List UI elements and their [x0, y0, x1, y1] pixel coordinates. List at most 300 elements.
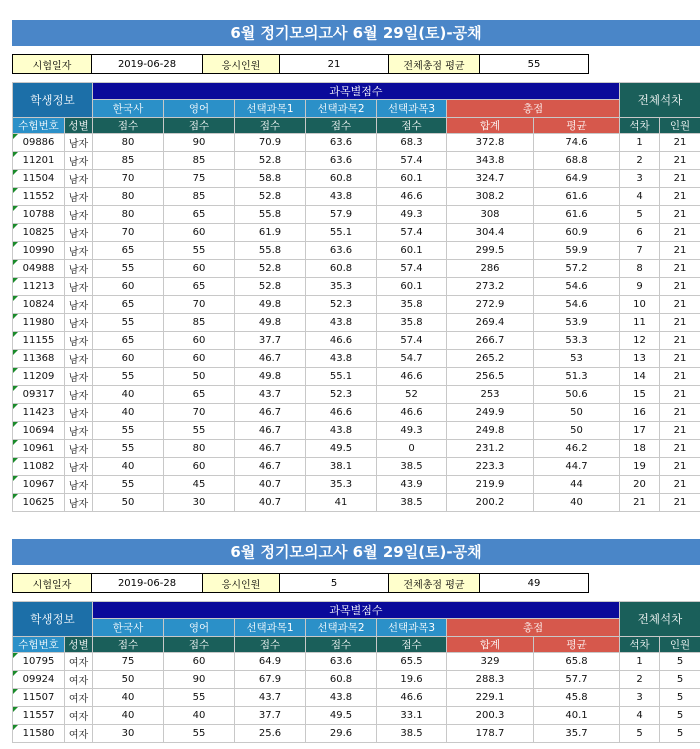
table-cell[interactable]: 63.6 — [306, 242, 377, 260]
table-cell[interactable]: 85 — [164, 152, 235, 170]
table-cell[interactable]: 40 — [93, 689, 164, 707]
table-cell[interactable]: 70 — [93, 224, 164, 242]
table-cell[interactable]: 329 — [447, 653, 534, 671]
table-cell[interactable]: 68.8 — [534, 152, 620, 170]
table-cell[interactable]: 60.1 — [377, 278, 447, 296]
table-cell[interactable]: 43.8 — [306, 350, 377, 368]
table-cell[interactable]: 60.1 — [377, 170, 447, 188]
table-cell[interactable]: 64.9 — [235, 653, 306, 671]
table-cell[interactable]: 57.2 — [534, 260, 620, 278]
table-cell[interactable]: 49.8 — [235, 368, 306, 386]
table-cell[interactable]: 52.3 — [306, 386, 377, 404]
table-cell[interactable]: 46.2 — [534, 440, 620, 458]
table-cell[interactable]: 60 — [164, 350, 235, 368]
table-cell[interactable]: 11209 — [13, 368, 65, 386]
table-cell[interactable]: 80 — [93, 188, 164, 206]
table-cell[interactable]: 30 — [164, 494, 235, 512]
table-cell[interactable]: 2 — [620, 671, 660, 689]
score-header: 점수 — [306, 118, 377, 134]
table-cell[interactable]: 55 — [164, 422, 235, 440]
table-cell[interactable]: 4 — [620, 707, 660, 725]
table-cell[interactable]: 10967 — [13, 476, 65, 494]
table-cell[interactable]: 7 — [620, 242, 660, 260]
table-cell[interactable]: 219.9 — [447, 476, 534, 494]
table-cell[interactable]: 52 — [377, 386, 447, 404]
table-cell[interactable]: 49.3 — [377, 422, 447, 440]
table-cell[interactable]: 남자 — [65, 332, 93, 350]
table-cell[interactable]: 5 — [660, 707, 700, 725]
table-cell[interactable]: 90 — [164, 671, 235, 689]
table-cell[interactable]: 50 — [534, 404, 620, 422]
table-cell[interactable]: 178.7 — [447, 725, 534, 743]
table-cell[interactable]: 74.6 — [534, 134, 620, 152]
table-cell[interactable]: 50.6 — [534, 386, 620, 404]
table-cell[interactable]: 11082 — [13, 458, 65, 476]
table-cell[interactable]: 52.8 — [235, 188, 306, 206]
table-cell[interactable]: 55.8 — [235, 242, 306, 260]
table-cell[interactable]: 343.8 — [447, 152, 534, 170]
table-cell[interactable]: 11423 — [13, 404, 65, 422]
table-cell[interactable]: 80 — [164, 440, 235, 458]
table-cell[interactable]: 1 — [620, 653, 660, 671]
table-cell[interactable]: 35.3 — [306, 278, 377, 296]
table-cell[interactable]: 249.8 — [447, 422, 534, 440]
table-cell[interactable]: 40.7 — [235, 476, 306, 494]
table-cell[interactable]: 50 — [93, 494, 164, 512]
table-cell[interactable]: 5 — [620, 725, 660, 743]
table-cell[interactable]: 50 — [534, 422, 620, 440]
table-cell[interactable]: 5 — [660, 653, 700, 671]
table-cell[interactable]: 37.7 — [235, 707, 306, 725]
table-cell[interactable]: 10795 — [13, 653, 65, 671]
table-cell[interactable]: 10694 — [13, 422, 65, 440]
table-cell[interactable]: 46.6 — [306, 404, 377, 422]
table-cell[interactable]: 46.6 — [377, 404, 447, 422]
table-cell[interactable]: 60 — [164, 260, 235, 278]
table-cell[interactable]: 11580 — [13, 725, 65, 743]
table-cell[interactable]: 43.9 — [377, 476, 447, 494]
table-cell[interactable]: 249.9 — [447, 404, 534, 422]
table-cell[interactable]: 46.6 — [377, 368, 447, 386]
table-cell[interactable]: 21 — [660, 386, 700, 404]
subject-header: 선택과목3 — [377, 619, 447, 637]
table-cell[interactable]: 21 — [660, 134, 700, 152]
table-cell[interactable]: 15 — [620, 386, 660, 404]
table-cell[interactable]: 60 — [93, 278, 164, 296]
table-cell[interactable]: 55 — [93, 440, 164, 458]
table-cell[interactable]: 3 — [620, 689, 660, 707]
table-cell[interactable]: 9 — [620, 278, 660, 296]
table-cell[interactable]: 85 — [164, 188, 235, 206]
table-cell[interactable]: 40 — [534, 494, 620, 512]
table-cell[interactable]: 60 — [164, 653, 235, 671]
table-cell[interactable]: 60.1 — [377, 242, 447, 260]
table-cell[interactable]: 4 — [620, 188, 660, 206]
table-cell[interactable]: 65 — [93, 296, 164, 314]
table-cell[interactable]: 남자 — [65, 242, 93, 260]
table-cell[interactable]: 64.9 — [534, 170, 620, 188]
table-cell[interactable]: 60.8 — [306, 671, 377, 689]
table-cell[interactable]: 5 — [660, 689, 700, 707]
table-cell[interactable]: 12 — [620, 332, 660, 350]
table-cell[interactable]: 19.6 — [377, 671, 447, 689]
table-cell[interactable]: 남자 — [65, 314, 93, 332]
table-cell[interactable]: 여자 — [65, 671, 93, 689]
table-cell[interactable]: 10990 — [13, 242, 65, 260]
table-cell[interactable]: 49.5 — [306, 707, 377, 725]
table-cell[interactable]: 21 — [660, 476, 700, 494]
table-cell[interactable]: 6 — [620, 224, 660, 242]
table-cell[interactable]: 남자 — [65, 134, 93, 152]
table-cell[interactable]: 10825 — [13, 224, 65, 242]
table-cell[interactable]: 여자 — [65, 707, 93, 725]
table-cell[interactable]: 45.8 — [534, 689, 620, 707]
table-cell[interactable]: 60.8 — [306, 260, 377, 278]
table-cell[interactable]: 229.1 — [447, 689, 534, 707]
table-cell[interactable]: 21 — [660, 224, 700, 242]
table-cell[interactable]: 남자 — [65, 422, 93, 440]
table-cell[interactable]: 50 — [164, 368, 235, 386]
table-cell[interactable]: 35.7 — [534, 725, 620, 743]
table-cell[interactable]: 57.7 — [534, 671, 620, 689]
table-cell[interactable]: 46.6 — [377, 689, 447, 707]
table-cell[interactable]: 남자 — [65, 440, 93, 458]
table-cell[interactable]: 57.4 — [377, 260, 447, 278]
table-cell[interactable]: 308 — [447, 206, 534, 224]
table-cell[interactable]: 60 — [93, 350, 164, 368]
table-cell[interactable]: 60.8 — [306, 170, 377, 188]
table-cell[interactable]: 25.6 — [235, 725, 306, 743]
table-cell[interactable]: 16 — [620, 404, 660, 422]
table-cell[interactable]: 60 — [164, 224, 235, 242]
table-cell[interactable]: 여자 — [65, 689, 93, 707]
table-cell[interactable]: 65 — [164, 206, 235, 224]
exam-date-label: 시험일자 — [13, 574, 92, 593]
table-cell[interactable]: 43.8 — [306, 689, 377, 707]
table-cell[interactable]: 여자 — [65, 725, 93, 743]
table-cell[interactable]: 63.6 — [306, 134, 377, 152]
table-cell[interactable]: 65 — [93, 242, 164, 260]
table-cell[interactable]: 21 — [660, 170, 700, 188]
table-cell[interactable]: 61.6 — [534, 206, 620, 224]
score-table — [12, 601, 700, 743]
table-cell[interactable]: 70 — [164, 296, 235, 314]
table-cell[interactable]: 63.6 — [306, 653, 377, 671]
table-cell[interactable]: 남자 — [65, 404, 93, 422]
table-cell[interactable]: 남자 — [65, 152, 93, 170]
table-cell[interactable]: 266.7 — [447, 332, 534, 350]
table-cell[interactable]: 40 — [93, 458, 164, 476]
table-cell[interactable]: 223.3 — [447, 458, 534, 476]
table-cell[interactable]: 11368 — [13, 350, 65, 368]
table-cell[interactable]: 65.5 — [377, 653, 447, 671]
table-cell[interactable]: 53.9 — [534, 314, 620, 332]
table-cell[interactable]: 남자 — [65, 296, 93, 314]
table-cell[interactable]: 1 — [620, 134, 660, 152]
table-cell[interactable]: 85 — [93, 152, 164, 170]
table-cell[interactable]: 21 — [660, 350, 700, 368]
table-cell[interactable]: 38.5 — [377, 725, 447, 743]
table-cell[interactable]: 49.3 — [377, 206, 447, 224]
table-cell[interactable]: 5 — [660, 671, 700, 689]
table-cell[interactable]: 43.8 — [306, 188, 377, 206]
table-cell[interactable]: 286 — [447, 260, 534, 278]
table-cell[interactable]: 55 — [93, 314, 164, 332]
table-cell[interactable]: 44 — [534, 476, 620, 494]
table-cell[interactable]: 61.9 — [235, 224, 306, 242]
table-cell[interactable]: 21 — [660, 404, 700, 422]
table-cell[interactable]: 55.1 — [306, 368, 377, 386]
table-cell[interactable]: 여자 — [65, 653, 93, 671]
table-cell[interactable]: 21 — [660, 206, 700, 224]
table-cell[interactable]: 21 — [660, 296, 700, 314]
table-cell[interactable]: 52.8 — [235, 260, 306, 278]
table-cell[interactable]: 43.8 — [306, 422, 377, 440]
table-cell[interactable]: 09317 — [13, 386, 65, 404]
table-cell[interactable]: 21 — [620, 494, 660, 512]
table-cell[interactable]: 200.2 — [447, 494, 534, 512]
table-cell[interactable]: 53.3 — [534, 332, 620, 350]
table-cell[interactable]: 49.8 — [235, 296, 306, 314]
table-cell[interactable]: 11155 — [13, 332, 65, 350]
table-cell[interactable]: 3 — [620, 170, 660, 188]
table-cell[interactable]: 46.6 — [306, 332, 377, 350]
table-cell[interactable]: 남자 — [65, 350, 93, 368]
table-cell[interactable]: 52.3 — [306, 296, 377, 314]
table-cell[interactable]: 30 — [93, 725, 164, 743]
table-cell[interactable]: 49.5 — [306, 440, 377, 458]
table-cell[interactable]: 265.2 — [447, 350, 534, 368]
table-cell[interactable]: 38.1 — [306, 458, 377, 476]
table-cell[interactable]: 40 — [164, 707, 235, 725]
table-cell[interactable]: 21 — [660, 188, 700, 206]
table-cell[interactable]: 21 — [660, 332, 700, 350]
table-cell[interactable]: 372.8 — [447, 134, 534, 152]
table-cell[interactable]: 21 — [660, 152, 700, 170]
table-cell[interactable]: 남자 — [65, 170, 93, 188]
table-cell[interactable]: 남자 — [65, 368, 93, 386]
table-cell[interactable]: 40.1 — [534, 707, 620, 725]
table-cell[interactable]: 51.3 — [534, 368, 620, 386]
table-cell[interactable]: 43.8 — [306, 314, 377, 332]
table-cell[interactable]: 53 — [534, 350, 620, 368]
table-cell[interactable]: 54.7 — [377, 350, 447, 368]
table-cell[interactable]: 남자 — [65, 260, 93, 278]
table-cell[interactable]: 57.4 — [377, 332, 447, 350]
table-cell[interactable]: 18 — [620, 440, 660, 458]
table-cell[interactable]: 269.4 — [447, 314, 534, 332]
table-cell[interactable]: 남자 — [65, 206, 93, 224]
table-cell[interactable]: 70 — [164, 404, 235, 422]
avg-header: 평균 — [534, 637, 620, 653]
table-cell[interactable]: 21 — [660, 440, 700, 458]
table-cell[interactable]: 256.5 — [447, 368, 534, 386]
score-header: 점수 — [377, 118, 447, 134]
table-cell[interactable]: 11504 — [13, 170, 65, 188]
table-cell[interactable]: 21 — [660, 242, 700, 260]
subject-header: 선택과목1 — [235, 100, 306, 118]
table-cell[interactable]: 52.8 — [235, 278, 306, 296]
table-cell[interactable]: 68.3 — [377, 134, 447, 152]
table-cell[interactable]: 231.2 — [447, 440, 534, 458]
table-cell[interactable]: 04988 — [13, 260, 65, 278]
table-cell[interactable]: 90 — [164, 134, 235, 152]
table-row — [13, 476, 700, 494]
table-cell[interactable]: 324.7 — [447, 170, 534, 188]
table-cell[interactable]: 80 — [93, 206, 164, 224]
table-cell[interactable]: 10625 — [13, 494, 65, 512]
table-cell[interactable]: 57.4 — [377, 224, 447, 242]
table-cell[interactable]: 67.9 — [235, 671, 306, 689]
table-cell[interactable]: 09886 — [13, 134, 65, 152]
table-cell[interactable]: 60.9 — [534, 224, 620, 242]
table-cell[interactable]: 19 — [620, 458, 660, 476]
table-cell[interactable]: 55 — [93, 260, 164, 278]
table-cell[interactable]: 21 — [660, 278, 700, 296]
table-cell[interactable]: 46.7 — [235, 350, 306, 368]
table-cell[interactable]: 10824 — [13, 296, 65, 314]
table-cell[interactable]: 65 — [93, 332, 164, 350]
table-cell[interactable]: 63.6 — [306, 152, 377, 170]
table-cell[interactable]: 11213 — [13, 278, 65, 296]
table-cell[interactable]: 55 — [164, 242, 235, 260]
table-cell[interactable]: 85 — [164, 314, 235, 332]
table-cell[interactable]: 65 — [164, 386, 235, 404]
table-cell[interactable]: 308.2 — [447, 188, 534, 206]
table-cell[interactable]: 59.9 — [534, 242, 620, 260]
table-cell[interactable]: 남자 — [65, 188, 93, 206]
table-cell[interactable]: 65 — [164, 278, 235, 296]
table-cell[interactable]: 남자 — [65, 494, 93, 512]
rank-header: 석차 — [620, 118, 660, 134]
table-row — [13, 188, 700, 206]
table-cell[interactable]: 61.6 — [534, 188, 620, 206]
table-cell[interactable]: 21 — [660, 314, 700, 332]
table-cell[interactable]: 253 — [447, 386, 534, 404]
table-cell[interactable]: 70.9 — [235, 134, 306, 152]
table-cell[interactable]: 44.7 — [534, 458, 620, 476]
table-cell[interactable]: 35.8 — [377, 314, 447, 332]
table-cell[interactable]: 11980 — [13, 314, 65, 332]
table-cell[interactable]: 55 — [93, 368, 164, 386]
subject-scores-header: 과목별점수 — [93, 602, 620, 619]
table-cell[interactable]: 11557 — [13, 707, 65, 725]
table-cell[interactable]: 46.7 — [235, 422, 306, 440]
table-cell[interactable]: 21 — [660, 260, 700, 278]
table-cell[interactable]: 남자 — [65, 278, 93, 296]
table-cell[interactable]: 10 — [620, 296, 660, 314]
table-cell[interactable]: 55.1 — [306, 224, 377, 242]
table-cell[interactable]: 54.6 — [534, 278, 620, 296]
table-cell[interactable]: 29.6 — [306, 725, 377, 743]
table-cell[interactable]: 60 — [164, 458, 235, 476]
table-cell[interactable]: 35.3 — [306, 476, 377, 494]
table-cell[interactable]: 33.1 — [377, 707, 447, 725]
table-cell[interactable]: 09924 — [13, 671, 65, 689]
table-cell[interactable]: 20 — [620, 476, 660, 494]
table-cell[interactable]: 50 — [93, 671, 164, 689]
table-cell[interactable]: 80 — [93, 134, 164, 152]
subject-header: 한국사 — [93, 619, 164, 637]
table-cell[interactable]: 남자 — [65, 386, 93, 404]
table-cell[interactable]: 남자 — [65, 458, 93, 476]
table-cell[interactable]: 14 — [620, 368, 660, 386]
table-cell[interactable]: 40 — [93, 386, 164, 404]
table-cell[interactable]: 272.9 — [447, 296, 534, 314]
table-cell[interactable]: 11201 — [13, 152, 65, 170]
table-cell[interactable]: 5 — [620, 206, 660, 224]
table-cell[interactable]: 21 — [660, 458, 700, 476]
table-cell[interactable]: 40 — [93, 404, 164, 422]
table-cell[interactable]: 21 — [660, 368, 700, 386]
table-cell[interactable]: 54.6 — [534, 296, 620, 314]
table-cell[interactable]: 10788 — [13, 206, 65, 224]
table-cell[interactable]: 60 — [164, 332, 235, 350]
table-cell[interactable]: 38.5 — [377, 494, 447, 512]
table-cell[interactable]: 57.4 — [377, 152, 447, 170]
table-cell[interactable]: 41 — [306, 494, 377, 512]
table-row — [13, 386, 700, 404]
table-cell[interactable]: 11 — [620, 314, 660, 332]
table-cell[interactable]: 2 — [620, 152, 660, 170]
table-cell[interactable]: 0 — [377, 440, 447, 458]
table-cell[interactable]: 8 — [620, 260, 660, 278]
overall-avg-label: 전체총점 평균 — [389, 55, 480, 74]
table-cell[interactable]: 43.7 — [235, 689, 306, 707]
table-cell[interactable]: 40.7 — [235, 494, 306, 512]
table-cell[interactable]: 49.8 — [235, 314, 306, 332]
table-cell[interactable]: 10961 — [13, 440, 65, 458]
table-cell[interactable]: 200.3 — [447, 707, 534, 725]
table-cell[interactable]: 58.8 — [235, 170, 306, 188]
table-cell[interactable]: 11507 — [13, 689, 65, 707]
table-cell[interactable]: 21 — [660, 494, 700, 512]
table-cell[interactable]: 46.6 — [377, 188, 447, 206]
table-cell[interactable]: 21 — [660, 422, 700, 440]
table-cell[interactable]: 37.7 — [235, 332, 306, 350]
table-cell[interactable]: 45 — [164, 476, 235, 494]
table-cell[interactable]: 52.8 — [235, 152, 306, 170]
table-cell[interactable]: 65.8 — [534, 653, 620, 671]
table-cell[interactable]: 17 — [620, 422, 660, 440]
table-cell[interactable]: 38.5 — [377, 458, 447, 476]
table-cell[interactable]: 55 — [164, 725, 235, 743]
table-cell[interactable]: 46.7 — [235, 440, 306, 458]
table-cell[interactable]: 46.7 — [235, 404, 306, 422]
table-cell[interactable]: 43.7 — [235, 386, 306, 404]
table-cell[interactable]: 75 — [164, 170, 235, 188]
table-cell[interactable]: 55 — [93, 476, 164, 494]
table-cell[interactable]: 273.2 — [447, 278, 534, 296]
table-cell[interactable]: 35.8 — [377, 296, 447, 314]
table-cell[interactable]: 40 — [93, 707, 164, 725]
table-cell[interactable]: 75 — [93, 653, 164, 671]
table-cell[interactable]: 남자 — [65, 476, 93, 494]
table-cell[interactable]: 55.8 — [235, 206, 306, 224]
table-cell[interactable]: 남자 — [65, 224, 93, 242]
table-cell[interactable]: 57.9 — [306, 206, 377, 224]
table-cell[interactable]: 70 — [93, 170, 164, 188]
table-cell[interactable]: 46.7 — [235, 458, 306, 476]
table-cell[interactable]: 55 — [93, 422, 164, 440]
table-cell[interactable]: 11552 — [13, 188, 65, 206]
table-cell[interactable]: 5 — [660, 725, 700, 743]
table-cell[interactable]: 288.3 — [447, 671, 534, 689]
table-cell[interactable]: 13 — [620, 350, 660, 368]
table-cell[interactable]: 55 — [164, 689, 235, 707]
table-cell[interactable]: 299.5 — [447, 242, 534, 260]
table-cell[interactable]: 304.4 — [447, 224, 534, 242]
